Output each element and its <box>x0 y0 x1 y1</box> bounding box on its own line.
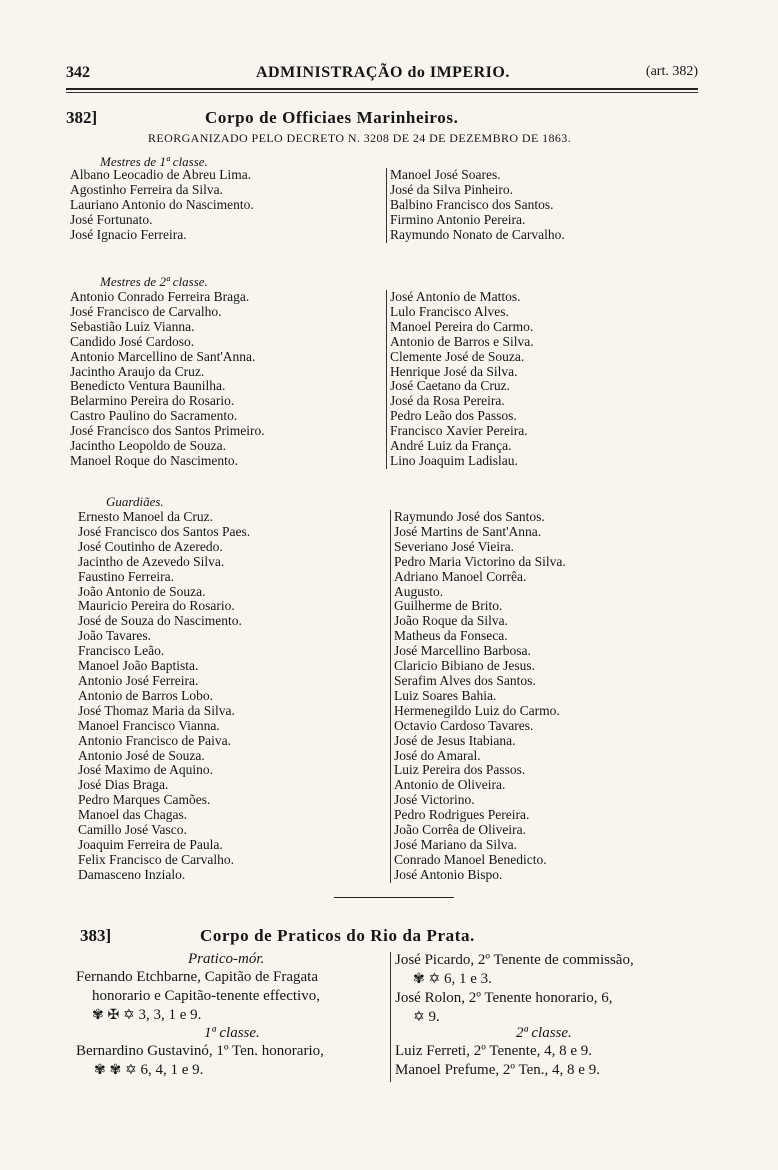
list-item: Henrique José da Silva. <box>390 363 518 379</box>
class-heading-pratico-mor: Pratico-mór. <box>188 951 265 967</box>
mestres-2-right-list <box>386 290 690 469</box>
list-item: José Francisco de Carvalho. <box>70 303 222 319</box>
page-number: 342 <box>66 64 90 81</box>
decorations-text: 3, 3, 1 e 9. <box>138 1007 202 1023</box>
list-item: Jacintho Leopoldo de Souza. <box>70 438 226 454</box>
list-item: João Roque da Silva. <box>394 613 508 629</box>
order-insignia-icon: ✾ <box>109 1063 122 1078</box>
list-item: Antonio Francisco de Paiva. <box>78 732 231 748</box>
section-subtitle-382: REORGANIZADO PELO DECRETO N. 3208 DE 24 DE DEZEMBRO DE 1863. <box>148 131 572 145</box>
list-item: Raymundo Nonato de Carvalho. <box>390 226 565 242</box>
list-item: José Antonio Bispo. <box>394 866 503 882</box>
list-item: Lino Joaquim Ladislau. <box>390 452 518 468</box>
star-insignia-icon: ✡ <box>428 972 441 987</box>
order-insignia-icon: ✾ <box>94 1063 106 1078</box>
list-item: José Francisco dos Santos Primeiro. <box>70 423 265 439</box>
list-item: José Mariano da Silva. <box>394 836 517 852</box>
list-item: Faustino Ferreira. <box>78 568 174 584</box>
list-item: Antonio de Oliveira. <box>394 777 506 793</box>
list-item: José de Jesus Itabiana. <box>394 732 516 748</box>
list-item: Belarmino Pereira do Rosario. <box>70 393 235 409</box>
list-item: Antonio José Ferreira. <box>78 672 199 688</box>
order-insignia-icon: ✾ <box>413 972 425 987</box>
list-item: José Fortunato. <box>70 211 153 227</box>
list-item: João Tavares. <box>78 628 152 644</box>
list-item: José Martins de Sant'Anna. <box>394 523 542 539</box>
section-title-383: Corpo de Praticos do Rio da Prata. <box>200 926 475 945</box>
list-item: Luiz Soares Bahia. <box>394 687 497 703</box>
list-item: João Antonio de Souza. <box>78 583 206 599</box>
list-item: Francisco Leão. <box>78 643 165 659</box>
list-item: José Ignacio Ferreira. <box>70 226 187 242</box>
list-item: Manoel José Soares. <box>390 167 501 182</box>
list-item: Joaquim Ferreira de Paula. <box>78 836 223 852</box>
entry-line: Luiz Ferreti, 2º Tenente, 4, 8 e 9. <box>395 1043 593 1059</box>
entry-line: Manoel Prefume, 2º Ten., 4, 8 e 9. <box>395 1062 600 1078</box>
entry-line-decorations <box>395 970 715 989</box>
guardioes-right-list <box>390 510 694 883</box>
star-insignia-icon: ✡ <box>122 1008 135 1023</box>
list-item: José Francisco dos Santos Paes. <box>78 523 251 539</box>
list-item: Antonio José de Souza. <box>78 747 205 763</box>
list-item: José Dias Braga. <box>78 777 169 793</box>
list-item: Damasceno Inzialo. <box>78 866 186 882</box>
list-item: Clemente José de Souza. <box>390 348 525 364</box>
list-item: Hermenegildo Luiz do Carmo. <box>394 702 560 718</box>
list-item: Augusto. <box>394 583 444 599</box>
list-item: Antonio Conrado Ferreira Braga. <box>70 289 250 304</box>
class-heading-mestres-1: Mestres de 1ª classe. <box>100 154 208 169</box>
list-item: Manoel Francisco Vianna. <box>78 717 220 733</box>
list-item: Felix Francisco de Carvalho. <box>78 851 234 867</box>
section-number-383: 383] <box>80 926 112 945</box>
section-divider <box>334 897 454 898</box>
entry-bernardino-gustavino <box>76 1042 388 1080</box>
entry-class-2 <box>395 1042 715 1080</box>
list-item: José da Rosa Pereira. <box>390 393 505 409</box>
section-title-382: Corpo de Officiaes Marinheiros. <box>205 108 459 127</box>
list-item: Serafim Alves dos Santos. <box>394 672 536 688</box>
list-item: José Maximo de Aquino. <box>78 762 213 778</box>
list-item: José Caetano da Cruz. <box>390 378 510 394</box>
list-item: Lauriano Antonio do Nascimento. <box>70 196 254 212</box>
list-item: Castro Paulino do Sacramento. <box>70 408 238 424</box>
list-item: José Antonio de Mattos. <box>390 289 521 304</box>
entry-line: José Picardo, 2º Tenente de commissão, <box>395 952 634 968</box>
header-rule-thin <box>66 92 698 93</box>
decorations-text: 9. <box>428 1009 440 1025</box>
list-item: Albano Leocadio de Abreu Lima. <box>70 167 252 182</box>
list-item: Jacintho de Azevedo Silva. <box>78 553 225 569</box>
page-title: ADMINISTRAÇÃO do IMPERIO. <box>256 64 510 81</box>
mestres-2-left-list <box>70 290 380 469</box>
list-item: Agostinho Ferreira da Silva. <box>70 181 223 197</box>
list-item: Manoel João Baptista. <box>78 658 199 674</box>
class-heading-1: 1ª classe. <box>204 1025 260 1041</box>
list-item: José de Souza do Nascimento. <box>78 613 242 629</box>
list-item: Matheus da Fonseca. <box>394 628 508 644</box>
list-item: Conrado Manoel Benedicto. <box>394 851 547 867</box>
list-item: Luiz Pereira dos Passos. <box>394 762 526 778</box>
list-item: José da Silva Pinheiro. <box>390 181 513 197</box>
class-heading-mestres-2: Mestres de 2ª classe. <box>100 274 208 289</box>
list-item: Francisco Xavier Pereira. <box>390 423 528 439</box>
entry-line: José Rolon, 2º Tenente honorario, 6, <box>395 990 613 1006</box>
entry-line: honorario e Capitão-tenente effectivo, <box>92 988 320 1004</box>
list-item: Pedro Rodrigues Pereira. <box>394 807 530 823</box>
list-item: José Thomaz Maria da Silva. <box>78 702 235 718</box>
list-item: Manoel Pereira do Carmo. <box>390 318 534 334</box>
list-item: Antonio Marcellino de Sant'Anna. <box>70 348 256 364</box>
list-item: Pedro Maria Victorino da Silva. <box>394 553 566 569</box>
list-item: Pedro Marques Camões. <box>78 792 211 808</box>
decorations-text: 6, 4, 1 e 9. <box>140 1062 204 1078</box>
list-item: Mauricio Pereira do Rosario. <box>78 598 235 614</box>
article-reference: (art. 382) <box>645 64 698 79</box>
column-rule <box>390 952 391 1082</box>
entry-line: Fernando Etchbarne, Capitão de Fragata <box>76 969 318 985</box>
header-rule <box>66 88 698 90</box>
mestres-1-right-list <box>386 168 690 243</box>
list-item: Candido José Cardoso. <box>70 333 195 349</box>
star-insignia-icon: ✡ <box>124 1063 137 1078</box>
entry-fernando-etchbarne <box>76 968 388 1025</box>
entry-line: Bernardino Gustavinó, 1º Ten. honorario, <box>76 1043 324 1059</box>
cross-insignia-icon: ✠ <box>107 1008 120 1023</box>
list-item: Octavio Cardoso Tavares. <box>394 717 534 733</box>
list-item: Camillo José Vasco. <box>78 822 187 838</box>
running-header <box>66 64 698 86</box>
entry-right-pratico <box>395 951 715 1027</box>
list-item: José do Amaral. <box>394 747 481 763</box>
list-item: Manoel Roque do Nascimento. <box>70 452 238 468</box>
list-item: Pedro Leão dos Passos. <box>390 408 517 424</box>
order-insignia-icon: ✾ <box>92 1008 104 1023</box>
decorations-text: 6, 1 e 3. <box>443 971 492 987</box>
list-item: Antonio de Barros Lobo. <box>78 687 213 703</box>
list-item: Balbino Francisco dos Santos. <box>390 196 554 212</box>
section-number-382: 382] <box>66 108 98 127</box>
list-item: Guilherme de Brito. <box>394 598 503 614</box>
list-item: José Marcellino Barbosa. <box>394 643 531 659</box>
star-insignia-icon: ✡ <box>413 1010 425 1025</box>
list-item: Sebastião Luiz Vianna. <box>70 318 195 334</box>
list-item: José Victorino. <box>394 792 475 808</box>
guardioes-left-list <box>78 510 383 883</box>
list-item: Raymundo José dos Santos. <box>394 509 545 524</box>
list-item: Manoel das Chagas. <box>78 807 188 823</box>
list-item: José Coutinho de Azeredo. <box>78 538 223 554</box>
list-item: Claricio Bibiano de Jesus. <box>394 658 535 674</box>
list-item: André Luiz da França. <box>390 438 512 454</box>
class-heading-2: 2ª classe. <box>516 1025 572 1041</box>
list-item: Jacintho Araujo da Cruz. <box>70 363 205 379</box>
entry-line-decorations <box>76 1061 388 1080</box>
list-item: Ernesto Manoel da Cruz. <box>78 509 213 524</box>
list-item: Benedicto Ventura Baunilha. <box>70 378 226 394</box>
list-item: Antonio de Barros e Silva. <box>390 333 534 349</box>
entry-line-decorations <box>76 1006 388 1025</box>
list-item: João Corrêa de Oliveira. <box>394 822 526 838</box>
list-item: Adriano Manoel Corrêa. <box>394 568 527 584</box>
mestres-1-left-list <box>70 168 380 243</box>
list-item: Lulo Francisco Alves. <box>390 303 509 319</box>
list-item: Firmino Antonio Pereira. <box>390 211 526 227</box>
class-heading-guardioes: Guardiães. <box>106 494 164 509</box>
list-item: Severiano José Vieira. <box>394 538 515 554</box>
